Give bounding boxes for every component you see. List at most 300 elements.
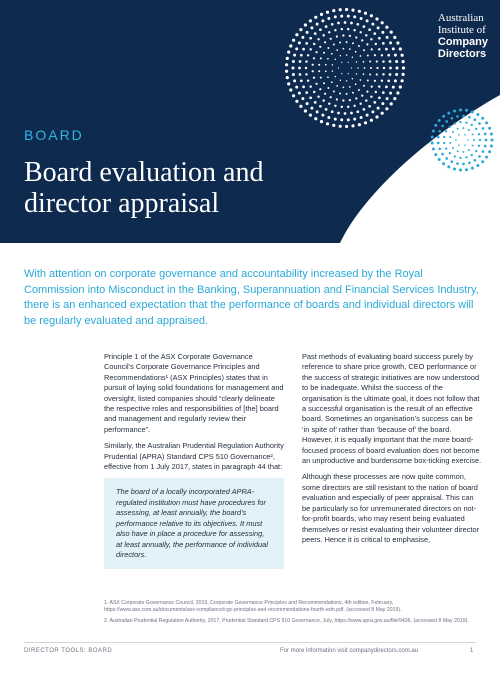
pattern-dot	[365, 99, 367, 101]
pattern-dot	[337, 22, 340, 25]
pattern-dot	[332, 124, 335, 127]
pattern-dot	[299, 73, 302, 76]
pattern-dot	[300, 79, 303, 82]
pattern-dot	[334, 29, 336, 31]
pattern-dot	[370, 38, 372, 40]
pattern-dot	[327, 76, 329, 78]
footer-website-link[interactable]: For more information visit companydirectors.com.au	[280, 648, 419, 654]
pattern-dot	[355, 36, 357, 38]
pattern-dot	[459, 157, 461, 159]
pattern-dot	[392, 86, 395, 89]
pattern-dot	[324, 93, 326, 95]
pattern-dot	[286, 76, 289, 79]
pattern-dot	[347, 28, 349, 30]
pattern-dot	[340, 79, 341, 80]
pattern-dot	[352, 57, 353, 58]
footnotes	[104, 600, 484, 628]
pattern-dot	[295, 86, 298, 89]
pattern-dot	[385, 48, 388, 51]
pattern-dot	[305, 42, 308, 45]
pattern-dot	[456, 162, 459, 165]
pattern-dot	[399, 85, 402, 88]
pattern-dot	[377, 107, 380, 110]
pattern-dot	[478, 145, 480, 147]
pattern-dot	[315, 51, 317, 53]
pattern-dot	[312, 64, 314, 66]
pattern-dot	[472, 133, 474, 135]
pattern-dot	[368, 28, 371, 31]
pattern-dot	[356, 110, 359, 113]
pattern-dot	[385, 26, 388, 29]
pattern-dot	[355, 51, 357, 53]
pattern-dot	[475, 150, 477, 152]
pattern-dot	[360, 79, 362, 81]
pattern-dot	[370, 67, 372, 69]
pattern-dot	[399, 47, 402, 50]
pattern-dot	[358, 10, 361, 13]
pattern-dot	[333, 91, 335, 93]
pattern-dot	[481, 117, 484, 120]
pattern-dot	[320, 120, 323, 123]
pattern-dot	[445, 147, 447, 149]
pattern-dot	[300, 54, 303, 57]
pattern-dot	[340, 15, 343, 18]
pattern-dot	[334, 118, 337, 121]
pattern-dot	[358, 123, 361, 126]
pattern-dot	[317, 38, 319, 40]
footer-divider	[24, 642, 476, 643]
pattern-dot	[363, 85, 365, 87]
pattern-dot	[387, 54, 390, 57]
pattern-dot	[449, 152, 451, 154]
pattern-dot	[322, 34, 324, 36]
pattern-dot	[320, 57, 322, 59]
footnote-2: 2. Australian Prudential Regulation Authority, 2017, Prudential Standard CPS 510 Governance, July, https://www.apra.gov.au/file/9436, (accessed 8 May 2019).	[104, 617, 469, 624]
pattern-dot	[312, 70, 314, 72]
pattern-dot	[306, 102, 309, 105]
pattern-dot	[334, 15, 337, 18]
pattern-dot	[378, 37, 381, 40]
pattern-dot	[349, 99, 351, 101]
pattern-dot	[358, 45, 360, 47]
pattern-dot	[359, 31, 361, 33]
pattern-dot	[333, 44, 335, 46]
pattern-dot	[369, 74, 371, 76]
pattern-dot	[305, 91, 308, 94]
pattern-dot	[327, 17, 330, 20]
pattern-dot	[313, 57, 315, 59]
pattern-dot	[449, 126, 451, 128]
pattern-dot	[353, 105, 355, 107]
pattern-dot	[344, 21, 347, 24]
pattern-dot	[459, 121, 461, 123]
pattern-dot	[339, 42, 341, 44]
pattern-dot	[438, 119, 441, 122]
pattern-dot	[323, 52, 325, 54]
pattern-dot	[367, 55, 369, 57]
body-column-right	[302, 352, 482, 551]
pattern-dot	[395, 60, 398, 63]
pattern-dot	[443, 142, 445, 144]
pattern-dot	[465, 121, 467, 123]
pattern-dot	[467, 139, 469, 141]
pattern-dot	[295, 100, 298, 103]
pattern-dot	[316, 23, 319, 26]
pattern-dot	[381, 112, 384, 115]
pattern-dot	[371, 85, 373, 87]
pattern-dot	[363, 61, 365, 63]
pattern-dot	[347, 15, 350, 18]
pattern-dot	[347, 106, 349, 108]
lead-paragraph: With attention on corporate governance and accountability increased by the Royal Commission into Misconduct in the Banking, Superannuation and Financial Services Industry, there is an enhanced expectation that the performance of boards and individual directors will be regularly evaluated and appraised.	[24, 268, 479, 327]
pattern-dot	[447, 112, 450, 115]
pattern-dot	[456, 115, 459, 118]
pattern-dot	[298, 67, 301, 70]
pattern-dot	[360, 55, 362, 57]
pattern-dot	[338, 67, 339, 68]
pattern-dot	[349, 48, 351, 50]
pattern-dot	[464, 144, 466, 146]
pattern-dot	[402, 73, 405, 76]
pattern-dot	[485, 139, 488, 142]
pattern-dot	[376, 67, 378, 69]
pattern-dot	[366, 114, 369, 117]
pattern-dot	[367, 80, 369, 82]
pattern-dot	[370, 95, 372, 97]
pattern-dot	[320, 13, 323, 16]
pattern-dot	[371, 23, 374, 26]
pattern-dot	[325, 108, 328, 111]
pattern-dot	[346, 80, 347, 81]
pattern-dot	[326, 122, 329, 125]
pattern-dot	[304, 109, 307, 112]
pattern-dot	[371, 110, 374, 113]
pattern-dot	[443, 136, 445, 138]
pattern-dot	[438, 130, 441, 133]
pattern-dot	[472, 145, 474, 147]
pattern-dot	[471, 110, 474, 113]
pattern-dot	[394, 54, 397, 57]
pattern-dot	[353, 118, 356, 121]
pattern-dot	[462, 127, 464, 129]
pattern-dot	[490, 133, 493, 136]
pattern-dot	[335, 76, 336, 77]
pattern-dot	[321, 19, 324, 22]
pattern-dot	[340, 55, 341, 56]
pattern-dot	[382, 91, 385, 94]
pattern-dot	[450, 117, 453, 120]
pattern-dot	[459, 109, 462, 112]
pattern-dot	[287, 51, 290, 54]
pattern-dot	[452, 131, 454, 133]
pattern-dot	[328, 102, 330, 104]
paragraph-resistance: Although these processes are now quite common, some directors are still resistant to the nation of board evaluation and especially of peer appraisal. This can be particularly so for unremunerated directors on not-for-profit boards, who may resent being evaluated themselves or resist evaluating their volunteer director peers. Hence it is critical to emphasise,	[302, 472, 480, 544]
pattern-dot	[471, 154, 473, 156]
pattern-dot	[331, 53, 333, 55]
pattern-dot	[401, 79, 404, 82]
quote-box: The board of a locally incorporated APRA-regulated institution must have procedures for assessing, at least annually, the board’s performance relative to its objectives. It must also have in place a procedure for assessing, at least annually, the performance of individual directors.	[104, 478, 284, 569]
pattern-dot	[304, 23, 307, 26]
pattern-dot	[336, 49, 338, 51]
pattern-dot	[352, 92, 354, 94]
pattern-dot	[331, 110, 334, 113]
pattern-dot	[441, 153, 444, 156]
page-number: 1	[470, 648, 474, 654]
pattern-dot	[336, 98, 338, 100]
pattern-dot	[364, 12, 367, 15]
pattern-dot	[365, 34, 367, 36]
pattern-dot	[340, 118, 343, 121]
pattern-dot	[375, 17, 378, 20]
pattern-dot	[341, 28, 343, 30]
pattern-dot	[389, 41, 392, 44]
pattern-dot	[299, 60, 302, 63]
pattern-dot	[386, 97, 389, 100]
pattern-dot	[302, 48, 305, 51]
pattern-dot	[327, 58, 329, 60]
pattern-dot	[318, 64, 320, 66]
pattern-dot	[305, 73, 307, 75]
pattern-dot	[484, 133, 487, 136]
pattern-dot	[339, 93, 341, 95]
pattern-dot	[381, 79, 383, 81]
pattern-dot	[313, 77, 315, 79]
pattern-dot	[309, 37, 312, 40]
pattern-dot	[299, 28, 302, 31]
pattern-dot	[356, 23, 359, 26]
pattern-dot	[370, 119, 373, 122]
pattern-dot	[437, 136, 440, 139]
pattern-dot	[356, 73, 357, 74]
pattern-dot	[313, 91, 315, 93]
pattern-dot	[307, 54, 309, 56]
pattern-dot	[327, 47, 329, 49]
pattern-dot	[382, 73, 384, 75]
paragraph-apra: Similarly, the Australian Prudential Regulation Authority Prudential (APRA) Standard CPS 510 Governance², effective from 1 July 2017, states in paragraph 44 that:	[104, 441, 284, 472]
pattern-dot	[363, 73, 365, 75]
paragraph-past-methods: Past methods of evaluating board success purely by reference to share price growth, CEO performance or the success of strategic initiatives are now understood to be inadequate. Whilst the success of the organisation is the ultimate goal, it does not follow that a successful organisation is the result of an effective board. Sometimes an organisation’s success can be ‘in spite of’ rather than ‘because of’ the board. However, it is equally important that the more board-focused process of board evaluation does not become an unproductive and burdensome box-ticking exercise.	[302, 352, 482, 466]
pattern-dot	[360, 17, 363, 20]
pattern-dot	[326, 11, 329, 14]
pattern-dot	[485, 121, 488, 124]
pattern-dot	[314, 117, 317, 120]
pattern-dot	[361, 39, 363, 41]
pattern-dot	[490, 145, 493, 148]
pattern-dot	[462, 115, 465, 118]
pattern-dot	[325, 25, 328, 28]
pattern-dot	[468, 116, 471, 119]
pattern-dot	[395, 73, 398, 76]
pattern-dot	[381, 31, 384, 34]
pattern-dot	[375, 115, 378, 118]
header-banner	[0, 0, 500, 243]
pattern-dot	[352, 78, 353, 79]
white-curve-shape	[340, 95, 500, 243]
pattern-dot	[316, 110, 319, 113]
pattern-dot	[402, 66, 405, 69]
pattern-dot	[457, 128, 459, 130]
pattern-dot	[348, 62, 349, 63]
pattern-dot	[310, 107, 313, 110]
pattern-dot	[473, 139, 475, 141]
pattern-dot	[319, 105, 322, 108]
pattern-dot	[449, 136, 451, 138]
logo-line-4: Directors	[437, 48, 487, 60]
pattern-dot	[336, 85, 338, 87]
pattern-dot	[356, 61, 357, 62]
pattern-dot	[321, 114, 324, 117]
body-column-left	[104, 352, 284, 569]
pattern-dot	[464, 134, 466, 136]
pattern-dot	[350, 22, 353, 25]
pattern-dot	[488, 127, 491, 130]
pattern-dot	[376, 60, 378, 62]
pattern-dot	[322, 99, 324, 101]
pattern-dot	[450, 160, 453, 163]
pattern-dot	[393, 36, 396, 39]
pattern-dot	[319, 46, 321, 48]
pattern-dot	[339, 8, 342, 11]
pattern-dot	[392, 47, 395, 50]
pattern-dot	[445, 130, 447, 132]
pattern-dot	[347, 118, 350, 121]
pattern-dot	[452, 147, 454, 149]
pattern-dot	[465, 109, 468, 112]
pattern-dot	[375, 91, 377, 93]
pattern-dot	[352, 42, 354, 44]
pattern-dot	[319, 88, 321, 90]
paragraph-asx-principles: Principle 1 of the ASX Corporate Governance Council’s Corporate Governance Principles and Recommendations¹ (ASX Principles) states that in pursuit of laying solid foundations for management and oversight, listed companies should “clearly delineate the respective roles and responsibilities of [the] board and management and regularly review their performance”.	[104, 352, 284, 434]
pattern-dot	[476, 164, 479, 167]
pattern-dot	[315, 83, 317, 85]
pattern-dot	[327, 116, 330, 119]
logo-line-1: Australian	[437, 12, 484, 24]
pattern-dot	[325, 70, 327, 72]
pattern-dot	[454, 122, 456, 124]
pattern-dot	[432, 148, 435, 151]
pattern-dot	[371, 48, 373, 50]
pattern-dot	[292, 39, 295, 42]
pattern-dot	[314, 16, 317, 19]
pattern-dot	[336, 35, 338, 37]
pattern-dot	[401, 54, 404, 57]
pattern-dot	[298, 41, 301, 44]
pattern-dot	[476, 113, 479, 116]
pattern-dot	[385, 107, 388, 110]
pattern-dot	[478, 122, 481, 125]
pattern-dot	[349, 86, 351, 88]
pattern-dot	[348, 73, 349, 74]
pattern-dot	[341, 73, 342, 74]
pattern-dot	[330, 38, 332, 40]
pattern-dot	[331, 81, 333, 83]
section-kicker: BOARD	[24, 127, 84, 143]
pattern-dot	[445, 157, 448, 160]
page-title: Board evaluation and director appraisal	[24, 157, 264, 219]
pattern-dot	[445, 120, 448, 123]
pattern-dot	[364, 67, 366, 69]
pattern-dot	[385, 86, 388, 89]
pattern-dot	[332, 70, 333, 71]
pattern-dot	[305, 60, 307, 62]
pattern-dot	[319, 28, 322, 31]
pattern-dot	[458, 144, 460, 146]
pattern-dot	[295, 47, 298, 50]
pattern-dot	[453, 168, 456, 171]
pattern-dot	[468, 149, 470, 151]
pattern-dot	[351, 67, 352, 68]
pattern-dot	[369, 61, 371, 63]
pattern-dot	[299, 105, 302, 108]
pattern-dot	[482, 150, 485, 153]
pattern-dot	[389, 67, 392, 70]
pattern-dot	[468, 129, 470, 131]
pattern-dot	[396, 91, 399, 94]
pattern-dot	[378, 96, 381, 99]
pattern-dot	[293, 79, 296, 82]
pattern-dot	[441, 125, 444, 128]
pattern-dot	[305, 67, 307, 69]
pattern-dot	[346, 54, 347, 55]
logo-line-3: Company	[437, 36, 488, 48]
pattern-dot	[442, 115, 445, 118]
pattern-dot	[361, 94, 363, 96]
pattern-dot	[471, 167, 474, 170]
pattern-dot	[355, 97, 357, 99]
pattern-dot	[335, 59, 336, 60]
pattern-dot	[325, 64, 327, 66]
pattern-dot	[394, 79, 397, 82]
pattern-dot	[462, 151, 464, 153]
pattern-dot	[345, 125, 348, 128]
pattern-dot	[485, 156, 488, 159]
pattern-dot	[387, 79, 390, 82]
pattern-dot	[353, 15, 356, 18]
pattern-dot	[358, 89, 360, 91]
pattern-dot	[381, 54, 383, 56]
pattern-dot	[324, 41, 326, 43]
pattern-dot	[474, 118, 477, 121]
pattern-dot	[474, 159, 477, 162]
pattern-dot	[342, 99, 344, 101]
footer-section-label: DIRECTOR TOOLS: BOARD	[24, 648, 113, 654]
pattern-dot	[381, 21, 384, 24]
logo-line-2: Institute of	[437, 24, 486, 36]
pattern-dot	[351, 9, 354, 12]
pattern-dot	[330, 96, 332, 98]
pattern-dot	[309, 85, 311, 87]
pattern-dot	[377, 26, 380, 29]
pattern-dot	[378, 85, 380, 87]
pattern-dot	[292, 60, 295, 63]
pattern-dot	[375, 43, 377, 45]
pattern-dot	[465, 156, 467, 158]
pattern-dot	[357, 67, 358, 68]
pattern-dot	[292, 73, 295, 76]
pattern-dot	[359, 102, 361, 104]
pattern-dot	[285, 70, 288, 73]
pattern-dot	[301, 36, 304, 39]
pattern-dot	[434, 124, 437, 127]
pattern-dot	[378, 48, 380, 50]
pattern-dot	[447, 165, 450, 168]
pattern-dot	[431, 142, 434, 145]
pattern-dot	[309, 96, 312, 99]
pattern-dot	[287, 82, 290, 85]
pattern-dot	[457, 150, 459, 152]
pattern-dot	[349, 35, 351, 37]
pattern-dot	[389, 73, 392, 76]
